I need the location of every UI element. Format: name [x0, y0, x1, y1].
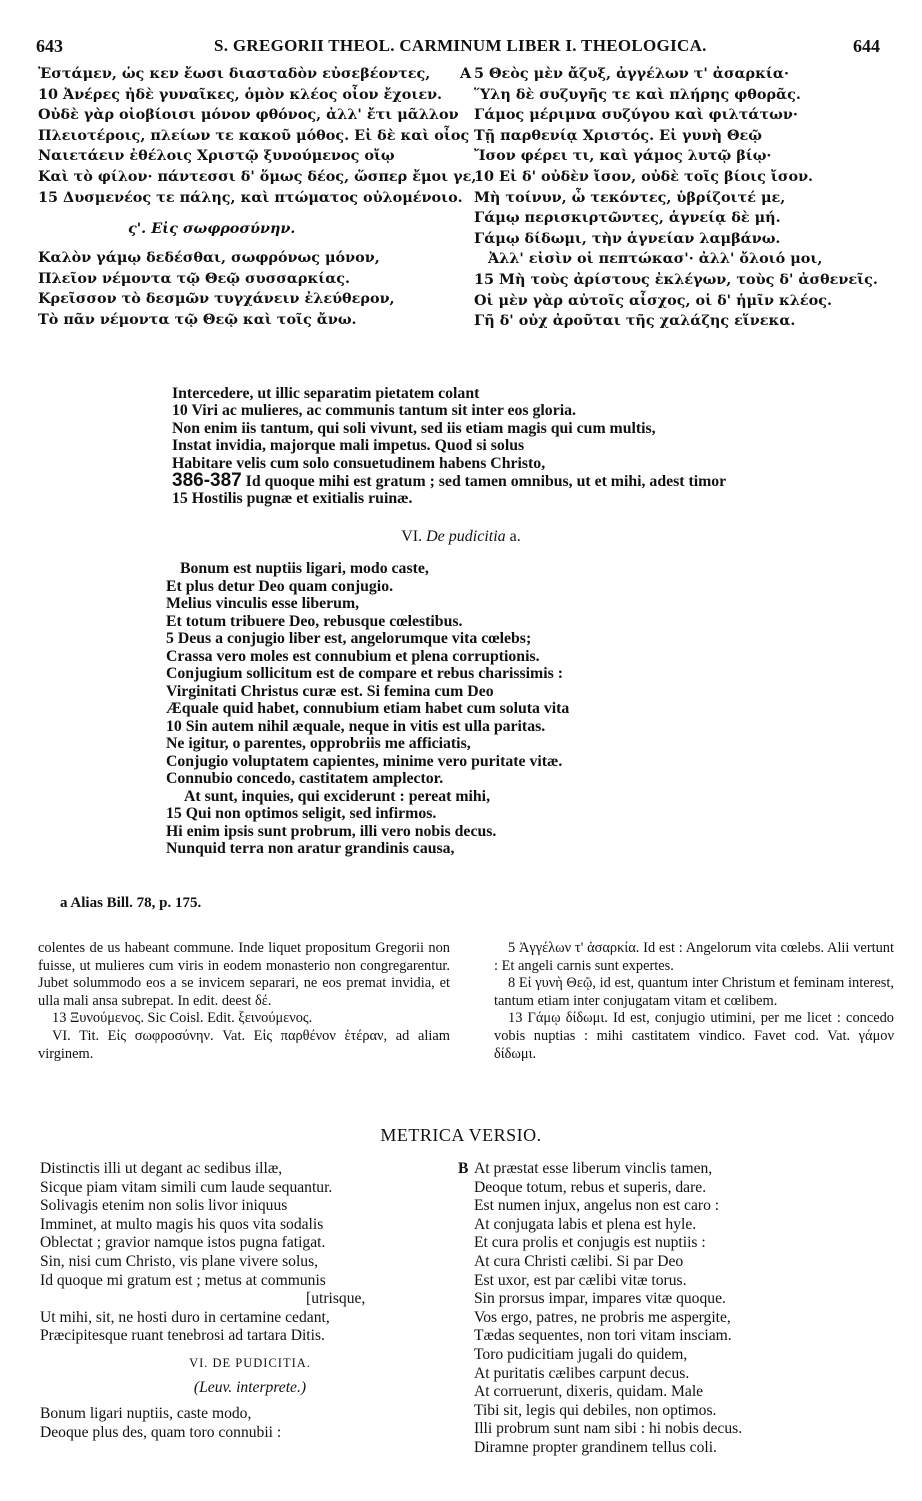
verse-line: Solivagis etenim non solis livor iniquus — [40, 1197, 288, 1215]
latin-line: Instat invidia, majorque mali impetus. Quod si solus — [172, 437, 525, 455]
latin-line: At sunt, inquies, qui exciderunt : pereat mihi, — [184, 787, 491, 805]
greek-line: Ἐστάμεν, ὡς κεν ἔωσι διασταδὸν εὐσεβέοντες, — [38, 65, 431, 82]
verse-line: Tibi sit, legis qui debiles, non optimos. — [474, 1401, 717, 1419]
footnote: a Alias Bill. 78, p. 175. — [60, 895, 202, 911]
verse-line-continuation: [utrisque, — [306, 1290, 366, 1308]
metrica-versio-title: METRICA VERSIO. — [380, 1125, 542, 1145]
latin-line: 10 Viri ac mulieres, ac communis tantum sit inter eos gloria. — [172, 402, 576, 420]
verse-line: Sin, nisi cum Christo, vis plane vivere solus, — [40, 1252, 319, 1270]
greek-line: 15 Δυσμενέος τε πάλης, καὶ πτώματος οὐλομένοιο. — [38, 188, 463, 206]
latin-line: Non enim iis tantum, qui soli vivunt, sed iis etiam magis qui cum multis, — [172, 419, 656, 437]
latin-line: Id quoque mihi est gratum ; sed tamen omnibus, ut et mihi, adest timor — [241, 473, 727, 491]
latin-line: Connubio concedo, castitatem amplector. — [166, 770, 444, 787]
greek-line: 10 Εἰ δ' οὐδὲν ἴσον, οὐδὲ τοῖς βίοις ἴσον. — [474, 167, 814, 185]
latin-line: Æquale quid habet, connubium etiam habet cum soluta vita — [166, 700, 570, 717]
greek-text-left-column — [38, 64, 477, 331]
note-paragraph: VI. Tit. Εἰς σωφροσύνην. Vat. Εἰς παρθένον ἑτέραν, ad aliam virginem. — [38, 1027, 450, 1062]
note-paragraph: 5 Ἀγγέλων τ' ἀσαρκία. Id est : Angelorum vita cœlebs. Alii vertunt : Et angeli carnis sunt expertes. — [494, 940, 894, 974]
verse-line: Tædas sequentes, non tori vitam insciam. — [474, 1327, 732, 1345]
greek-line: Γάμος μέριμνα συζύγου καὶ φιλτάτων· — [474, 106, 798, 124]
verse-line: At præstat esse liberum vinclis tamen, — [474, 1160, 713, 1177]
latin-line: Melius vinculis esse liberum, — [166, 595, 360, 612]
greek-line: Οἱ μὲν γὰρ αὐτοῖς αἶσχος, οἱ δ' ἡμῖν κλέος. — [474, 291, 833, 309]
versio-right-column — [458, 1160, 898, 1458]
latin-line: Crassa vero moles est connubium et plena corruptionis. — [166, 647, 540, 665]
notes-right-column — [494, 940, 894, 1063]
greek-text-right-column — [460, 64, 900, 332]
latin-line: Bonum est nuptiis ligari, modo caste, — [180, 560, 429, 577]
section-title-text: De pudicitia — [426, 528, 506, 545]
note-paragraph: colentes de us habeant commune. Inde liquet propositum Gregorii non fuisse, ut mulieres cum viris in eodem monasterio non congregarentur. Jubet solummodo eos a se invicem separari, ne eos premat invidia, et ulla mali ansa subrepat. In edit. deest δέ. — [38, 940, 450, 1009]
greek-line: Γῆ δ' οὐχ ἀροῦται τῆς χαλάζης εἵνεκα. — [474, 312, 796, 330]
verse-line: At cura Christi cælibi. Si par Deo — [474, 1252, 684, 1270]
greek-line: Τὸ πᾶν νέμοντα τῷ Θεῷ καὶ τοῖς ἄνω. — [38, 310, 357, 328]
margin-letter-b: B — [458, 1160, 469, 1177]
running-title: S. GREGORII THEOL. CARMINUM LIBER I. THEOLOGICA. — [214, 36, 707, 55]
greek-line: Οὐδὲ γὰρ οἰοβίοισι μόνον φθόνος, ἀλλ' ἔτι μᾶλλον — [38, 106, 459, 124]
latin-pudicitia-block — [166, 560, 766, 858]
margin-letter-a: A — [460, 65, 472, 82]
column-reference: 386-387 — [172, 470, 242, 492]
verse-line: Est uxor, est par cælibi vitæ torus. — [474, 1271, 687, 1289]
verse-line: Et cura prolis et conjugis est nuptiis : — [474, 1234, 706, 1252]
verse-line: Præcipitesque ruant tenebrosi ad tartara Ditis. — [40, 1327, 325, 1345]
verse-line: Deoque plus des, quam toro connubii : — [40, 1423, 282, 1441]
verse-line: Est numen injux, angelus non est caro : — [474, 1197, 720, 1215]
greek-line: Γάμῳ περισκιρτῶντες, ἁγνείᾳ δὲ μή. — [474, 209, 781, 227]
latin-line: Et totum tribuere Deo, rebusque cœlestibus. — [166, 612, 463, 630]
greek-line: Ναιετάειν ἐθέλοις Χριστῷ ξυνούμενος οἴῳ — [38, 147, 395, 165]
greek-section-title: ς'. Εἰς σωφροσύνην. — [128, 220, 296, 238]
verse-line: At corruerunt, dixeris, quidam. Male — [474, 1383, 704, 1401]
greek-line: Γάμῳ δίδωμι, τὴν ἁγνείαν λαμβάνω. — [474, 229, 781, 247]
latin-translation-block — [172, 385, 892, 508]
verse-line: Distinctis illi ut degant ac sedibus illæ, — [40, 1160, 283, 1177]
footnote-marker: a. — [505, 528, 521, 545]
verse-line: Ut mihi, sit, ne hosti duro in certamine cedant, — [40, 1308, 330, 1326]
versio-left-column — [40, 1160, 460, 1442]
page-number-left: 643 — [36, 36, 63, 56]
latin-line: 15 Hostilis pugnæ et exitialis ruinæ. — [172, 490, 413, 508]
section-number: VI. — [401, 528, 427, 545]
verse-line: At puritatis cælibes carpunt decus. — [474, 1364, 690, 1382]
greek-line: Καὶ τὸ φίλον· πάντεσσι δ' ὅμως δέος, ὥσπερ ἔμοι γε, — [38, 167, 477, 185]
verse-line: Id quoque mi gratum est ; metus at communis — [40, 1271, 326, 1289]
notes-left-column — [38, 940, 450, 1063]
verse-line: Diramne propter grandinem tellus coli. — [474, 1438, 717, 1456]
note-paragraph: 8 Εἰ γυνὴ Θεῷ, id est, quantum inter Christum et feminam interest, tantum etiam inter conjugatam vitam et cœlibem. — [494, 975, 894, 1009]
latin-line: Ne igitur, o parentes, opprobriis me afficiatis, — [166, 735, 471, 752]
greek-line: Μὴ τοίνυν, ὦ τεκόντες, ὑβρίζοιτέ με, — [474, 188, 786, 206]
verse-line: Illi probrum sunt nam sibi : hi nobis decus. — [474, 1420, 743, 1438]
verse-line: Imminet, at multo magis his quos vita sodalis — [40, 1215, 324, 1233]
verse-line: Sicque piam vitam simili cum laude sequantur. — [40, 1178, 333, 1196]
verse-line: Vos ergo, patres, ne probris me aspergite, — [474, 1308, 731, 1326]
verse-line: Bonum ligari nuptiis, caste modo, — [40, 1405, 252, 1423]
latin-line: Virginitati Christus curæ est. Si femina cum Deo — [166, 682, 494, 700]
latin-line: Nunquid terra non aratur grandinis causa, — [166, 840, 455, 857]
latin-line: Hi enim ipsis sunt probrum, illi vero nobis decus. — [166, 822, 497, 840]
verse-line: Oblectat ; gravior namque istos pugna fatigat. — [40, 1234, 326, 1252]
latin-line: Habitare velis cum solo consuetudinem habens Christo, — [172, 454, 546, 472]
greek-line: 15 Μὴ τοὺς ἀρίστους ἐκλέγων, τοὺς δ' ἀσθενεῖς. — [474, 270, 878, 288]
greek-line: Πλειοτέροις, πλείων τε κακοῦ μόθος. Εἰ δὲ καὶ οἶος — [38, 126, 470, 144]
note-paragraph: 13 Ξυνούμενος. Sic Coisl. Edit. ξεινούμενος. — [52, 1010, 313, 1027]
latin-line: Conjugium sollicitum est de compare et rebus charissimis : — [166, 665, 563, 682]
interpreter-note: (Leuv. interprete.) — [193, 1378, 307, 1396]
section-title-vi — [0, 528, 922, 546]
note-paragraph: 13 Γάμῳ δίδωμι. Id est, conjugio utimini, per me licet : concedo vobis nuptias : mihi castitatem vindico. Favet cod. Vat. γάμον δίδωμι. — [494, 1010, 894, 1062]
verse-line: At conjugata labis et plena est hyle. — [474, 1215, 697, 1233]
page-header — [0, 36, 922, 60]
latin-line: Conjugio voluptatem capientes, minime vero puritate vitæ. — [166, 752, 563, 770]
verse-line: Sin prorsus impar, impares vitæ quoque. — [474, 1290, 726, 1308]
versio-subtitle: VI. DE PUDICITIA. — [189, 1355, 311, 1370]
greek-line: Τῇ παρθενίᾳ Χριστός. Εἰ γυνὴ Θεῷ — [474, 126, 762, 144]
greek-line: Ὕλη δὲ συζυγῆς τε καὶ πλήρης φθορᾶς. — [474, 85, 801, 103]
greek-line: Κρεῖσσον τὸ δεσμῶν τυγχάνειν ἐλεύθερον, — [38, 290, 395, 308]
greek-line: Πλεῖον νέμοντα τῷ Θεῷ συσσαρκίας. — [38, 269, 351, 287]
latin-line: 5 Deus a conjugio liber est, angelorumque vita cœlebs; — [166, 630, 532, 647]
verse-line: Deoque totum, rebus et superis, dare. — [474, 1178, 707, 1196]
greek-line: 5 Θεὸς μὲν ἄζυξ, ἀγγέλων τ' ἀσαρκία· — [474, 65, 789, 82]
greek-line: 10 Ἀνέρες ἠδὲ γυναῖκες, ὁμὸν κλέος οἶον ἔχοιεν. — [38, 85, 443, 103]
verse-line: Toro pudicitiam jugali do quidem, — [474, 1345, 688, 1363]
latin-line: Et plus detur Deo quam conjugio. — [166, 577, 394, 595]
latin-line: 10 Sin autem nihil æquale, neque in vitis est ulla paritas. — [166, 717, 546, 735]
greek-line: Ἴσον φέρει τι, καὶ γάμος λυτῷ βίῳ· — [474, 147, 772, 165]
latin-line: 15 Qui non optimos seligit, sed infirmos. — [166, 805, 437, 822]
latin-line: Intercedere, ut illic separatim pietatem colant — [172, 385, 480, 402]
greek-line: Ἀλλ' εἰσὶν οἱ πεπτώκασ'· ἀλλ' ὄλοιό μοι, — [488, 250, 823, 268]
page-number-right: 644 — [853, 36, 880, 56]
greek-line: Καλὸν γάμῳ δεδέσθαι, σωφρόνως μόνον, — [38, 249, 380, 267]
